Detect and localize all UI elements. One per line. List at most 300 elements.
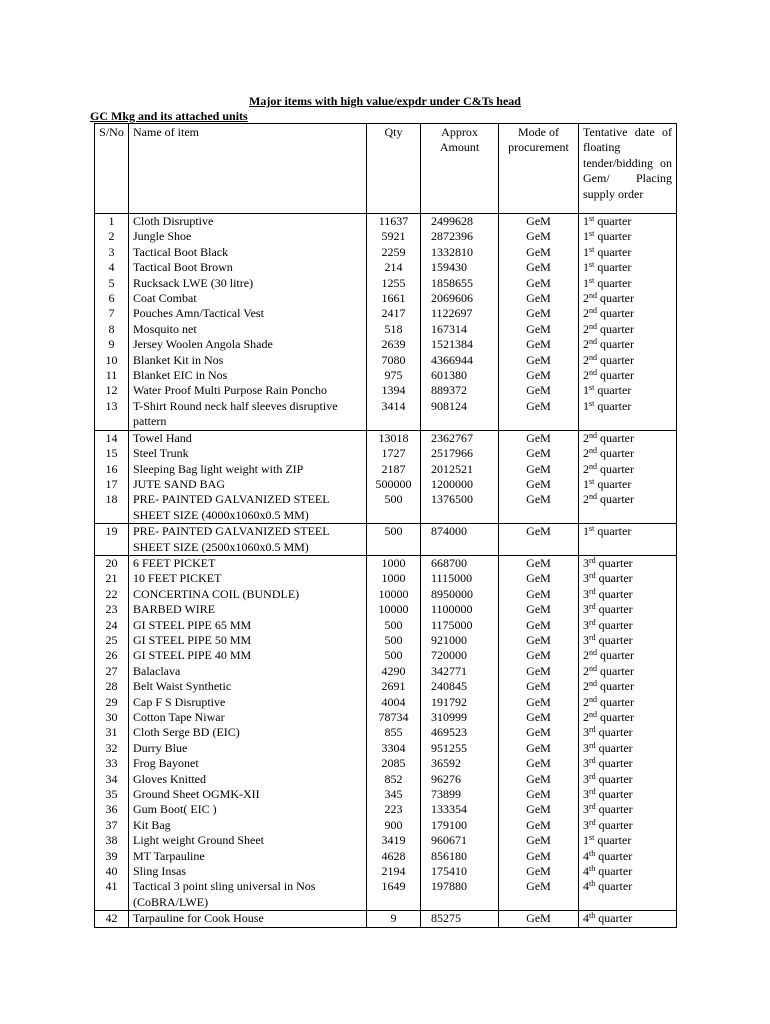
quarter-ordinal: st [589,229,595,239]
table-row [95,833,677,848]
row-sn: 26 [95,648,129,663]
row-sn: 13 [95,399,129,430]
row-qty: 1649 [367,879,421,910]
row-sn: 20 [95,555,129,571]
row-tentative-quarter [579,571,677,586]
row-mode: GeM [499,446,579,461]
table-row [95,524,677,556]
row-mode: GeM [499,772,579,787]
row-mode: GeM [499,477,579,492]
quarter-ordinal: nd [589,430,597,440]
row-qty: 2259 [367,245,421,260]
row-qty: 500 [367,492,421,523]
quarter-number: 1 [583,398,589,413]
quarter-ordinal: nd [589,694,597,704]
row-mode: GeM [499,787,579,802]
row-tentative-quarter [579,260,677,275]
row-qty: 3419 [367,833,421,848]
row-sn: 18 [95,492,129,523]
row-mode: GeM [499,276,579,291]
quarter-ordinal: rd [589,586,596,596]
row-tentative-quarter [579,229,677,244]
quarter-ordinal: st [589,383,595,393]
row-qty: 9 [367,911,421,927]
quarter-ordinal: rd [589,725,596,735]
table-row [95,291,677,306]
header-name: Name of item [129,124,367,214]
table-row [95,430,677,446]
row-sn: 22 [95,587,129,602]
quarter-number: 2 [583,337,589,352]
quarter-word: quarter [597,291,634,306]
quarter-number: 3 [583,740,589,755]
row-qty: 500 [367,524,421,556]
row-item-name: MT Tarpauline [129,849,367,864]
quarter-word: quarter [595,771,633,786]
row-amount: 36592 [421,756,499,771]
table-row [95,322,677,337]
quarter-number: 2 [583,368,589,383]
row-qty: 2639 [367,337,421,352]
quarter-number: 3 [583,756,589,771]
row-item-name: Cotton Tape Niwar [129,710,367,725]
row-mode: GeM [499,492,579,523]
row-amount: 1858655 [421,276,499,291]
quarter-ordinal: nd [589,291,597,301]
row-qty: 4290 [367,664,421,679]
row-qty: 1000 [367,571,421,586]
row-item-name: Gum Boot( EIC ) [129,802,367,817]
table-row [95,245,677,260]
document-subtitle: GC Mkg and its attached units [90,109,248,123]
row-qty: 345 [367,787,421,802]
row-sn: 40 [95,864,129,879]
quarter-word: quarter [595,756,633,771]
quarter-word: quarter [594,524,632,539]
quarter-word: quarter [594,229,632,244]
row-amount: 85275 [421,911,499,927]
quarter-number: 2 [583,710,589,724]
row-item-name: PRE- PAINTED GALVANIZED STEEL SHEET SIZE (4000x1060x0.5 MM) [129,492,367,523]
row-item-name: Light weight Ground Sheet [129,833,367,848]
row-tentative-quarter [579,587,677,602]
row-qty: 500 [367,618,421,633]
quarter-ordinal: rd [589,740,596,750]
row-tentative-quarter [579,399,677,430]
row-qty: 10000 [367,587,421,602]
quarter-word: quarter [595,864,633,879]
quarter-ordinal: rd [589,571,596,581]
quarter-number: 3 [583,802,589,817]
row-mode: GeM [499,725,579,740]
row-tentative-quarter [579,353,677,368]
row-tentative-quarter [579,633,677,648]
row-mode: GeM [499,322,579,337]
row-amount: 921000 [421,633,499,648]
row-qty: 855 [367,725,421,740]
quarter-word: quarter [595,725,633,740]
quarter-number: 2 [583,694,589,709]
row-mode: GeM [499,741,579,756]
row-qty: 500 [367,633,421,648]
table-row [95,725,677,740]
row-tentative-quarter [579,322,677,337]
row-item-name: Cloth Disruptive [129,214,367,230]
row-tentative-quarter [579,602,677,617]
row-mode: GeM [499,911,579,927]
row-qty: 1727 [367,446,421,461]
row-amount: 2069606 [421,291,499,306]
quarter-number: 3 [583,787,589,802]
row-sn: 6 [95,291,129,306]
row-item-name: Sleeping Bag light weight with ZIP [129,462,367,477]
row-qty: 1255 [367,276,421,291]
quarter-word: quarter [594,833,632,848]
row-mode: GeM [499,879,579,910]
quarter-word: quarter [595,586,633,601]
row-qty: 2085 [367,756,421,771]
table-row [95,756,677,771]
row-amount: 2872396 [421,229,499,244]
row-qty: 1394 [367,383,421,398]
row-mode: GeM [499,710,579,725]
row-mode: GeM [499,648,579,663]
quarter-number: 1 [583,229,589,244]
quarter-ordinal: nd [589,663,597,673]
row-amount: 668700 [421,555,499,571]
row-amount: 2362767 [421,430,499,446]
table-row [95,679,677,694]
row-tentative-quarter [579,818,677,833]
quarter-word: quarter [597,461,634,476]
row-tentative-quarter [579,368,677,383]
row-mode: GeM [499,633,579,648]
row-item-name: Tarpauline for Cook House [129,911,367,927]
row-sn: 8 [95,322,129,337]
quarter-number: 3 [583,771,589,786]
quarter-number: 1 [583,833,589,848]
quarter-word: quarter [595,571,633,586]
quarter-number: 2 [583,446,589,461]
quarter-word: quarter [597,710,634,724]
table-row [95,695,677,710]
row-mode: GeM [499,602,579,617]
row-sn: 21 [95,571,129,586]
row-tentative-quarter [579,741,677,756]
table-row [95,849,677,864]
table-row [95,911,677,927]
row-sn: 16 [95,462,129,477]
quarter-number: 1 [583,260,589,275]
quarter-number: 1 [583,244,589,259]
row-mode: GeM [499,337,579,352]
table-row [95,818,677,833]
quarter-word: quarter [594,383,632,398]
quarter-word: quarter [597,679,634,694]
row-sn: 2 [95,229,129,244]
quarter-ordinal: th [589,879,596,889]
row-item-name: Blanket EIC in Nos [129,368,367,383]
row-sn: 7 [95,306,129,321]
quarter-word: quarter [597,430,634,445]
table-row [95,602,677,617]
row-sn: 38 [95,833,129,848]
table-row [95,664,677,679]
row-tentative-quarter [579,756,677,771]
row-item-name: Mosquito net [129,322,367,337]
row-tentative-quarter [579,664,677,679]
quarter-word: quarter [597,694,634,709]
table-row [95,477,677,492]
row-qty: 2691 [367,679,421,694]
table-row [95,802,677,817]
row-qty: 2194 [367,864,421,879]
quarter-number: 2 [583,291,589,306]
quarter-word: quarter [595,911,633,926]
table-row [95,741,677,756]
row-mode: GeM [499,383,579,398]
row-item-name: Belt Waist Synthetic [129,679,367,694]
row-item-name: GI STEEL PIPE 65 MM [129,618,367,633]
quarter-word: quarter [594,476,632,491]
row-tentative-quarter [579,524,677,556]
row-item-name: PRE- PAINTED GALVANIZED STEEL SHEET SIZE (2500x1060x0.5 MM) [129,524,367,556]
row-tentative-quarter [579,648,677,663]
header-mode: Mode of procurement [499,124,579,214]
row-qty: 5921 [367,229,421,244]
quarter-number: 4 [583,879,589,894]
row-amount: 240845 [421,679,499,694]
quarter-number: 2 [583,492,589,507]
row-amount: 179100 [421,818,499,833]
document-title: Major items with high value/expdr under C&Ts head [249,94,521,108]
row-mode: GeM [499,818,579,833]
row-amount: 889372 [421,383,499,398]
row-tentative-quarter [579,725,677,740]
quarter-number: 1 [583,476,589,491]
row-item-name: Jungle Shoe [129,229,367,244]
table-row [95,787,677,802]
row-amount: 1122697 [421,306,499,321]
table-row [95,555,677,571]
row-amount: 1376500 [421,492,499,523]
row-sn: 11 [95,368,129,383]
row-qty: 3304 [367,741,421,756]
row-tentative-quarter [579,849,677,864]
row-qty: 852 [367,772,421,787]
row-sn: 37 [95,818,129,833]
quarter-ordinal: rd [589,802,596,812]
row-mode: GeM [499,430,579,446]
row-qty: 223 [367,802,421,817]
row-mode: GeM [499,214,579,230]
row-item-name: Gloves Knitted [129,772,367,787]
header-amount: Approx Amount [421,124,499,214]
quarter-ordinal: rd [589,817,596,827]
row-qty: 500000 [367,477,421,492]
row-tentative-quarter [579,864,677,879]
row-mode: GeM [499,555,579,571]
row-mode: GeM [499,664,579,679]
row-sn: 32 [95,741,129,756]
row-mode: GeM [499,462,579,477]
table-row [95,462,677,477]
table-row [95,648,677,663]
quarter-ordinal: nd [589,352,597,362]
row-amount: 856180 [421,849,499,864]
row-sn: 12 [95,383,129,398]
row-qty: 500 [367,648,421,663]
row-amount: 1200000 [421,477,499,492]
row-item-name: Durry Blue [129,741,367,756]
row-tentative-quarter [579,383,677,398]
row-item-name: Ground Sheet OGMK-XII [129,787,367,802]
row-item-name: Tactical Boot Black [129,245,367,260]
quarter-word: quarter [597,352,634,367]
quarter-ordinal: st [589,275,595,285]
row-item-name: Pouches Amn/Tactical Vest [129,306,367,321]
table-row [95,383,677,398]
quarter-number: 2 [583,430,589,445]
row-item-name: Cloth Serge BD (EIC) [129,725,367,740]
row-mode: GeM [499,833,579,848]
quarter-word: quarter [595,632,633,647]
quarter-ordinal: rd [589,771,596,781]
quarter-ordinal: th [589,864,596,874]
quarter-word: quarter [595,740,633,755]
quarter-ordinal: th [589,911,596,921]
row-sn: 1 [95,214,129,230]
quarter-ordinal: nd [589,492,597,502]
row-item-name: Balaclava [129,664,367,679]
row-sn: 19 [95,524,129,556]
quarter-number: 3 [583,725,589,740]
quarter-word: quarter [595,802,633,817]
row-mode: GeM [499,587,579,602]
row-amount: 8950000 [421,587,499,602]
quarter-ordinal: st [589,244,595,254]
quarter-number: 3 [583,602,589,617]
row-qty: 2187 [367,462,421,477]
row-sn: 17 [95,477,129,492]
row-item-name: Frog Bayonet [129,756,367,771]
row-tentative-quarter [579,772,677,787]
row-amount: 73899 [421,787,499,802]
row-sn: 15 [95,446,129,461]
row-mode: GeM [499,802,579,817]
row-amount: 1521384 [421,337,499,352]
quarter-ordinal: th [589,848,596,858]
row-qty: 11637 [367,214,421,230]
quarter-word: quarter [595,617,633,632]
quarter-ordinal: st [589,398,595,408]
quarter-number: 2 [583,663,589,678]
row-tentative-quarter [579,430,677,446]
table-body [95,214,677,928]
row-mode: GeM [499,695,579,710]
row-qty: 214 [367,260,421,275]
row-tentative-quarter [579,555,677,571]
quarter-word: quarter [595,817,633,832]
quarter-number: 3 [583,817,589,832]
row-amount: 310999 [421,710,499,725]
quarter-number: 2 [583,306,589,321]
row-amount: 342771 [421,664,499,679]
row-amount: 1175000 [421,618,499,633]
row-amount: 960671 [421,833,499,848]
row-tentative-quarter [579,787,677,802]
row-sn: 34 [95,772,129,787]
row-mode: GeM [499,571,579,586]
row-tentative-quarter [579,245,677,260]
row-amount: 4366944 [421,353,499,368]
row-amount: 2012521 [421,462,499,477]
row-mode: GeM [499,306,579,321]
quarter-word: quarter [597,368,634,383]
table-row [95,276,677,291]
quarter-number: 2 [583,352,589,367]
table-row [95,306,677,321]
quarter-word: quarter [594,275,632,290]
row-mode: GeM [499,229,579,244]
table-row [95,337,677,352]
table-header-row [95,124,677,214]
quarter-word: quarter [597,446,634,461]
row-amount: 167314 [421,322,499,337]
row-tentative-quarter [579,306,677,321]
table-row [95,571,677,586]
table-row [95,864,677,879]
row-item-name: BARBED WIRE [129,602,367,617]
row-item-name: CONCERTINA COIL (BUNDLE) [129,587,367,602]
row-amount: 133354 [421,802,499,817]
row-item-name: Blanket Kit in Nos [129,353,367,368]
table-row [95,879,677,910]
row-tentative-quarter [579,462,677,477]
table-row [95,772,677,787]
table-row [95,446,677,461]
quarter-ordinal: nd [589,306,597,316]
row-qty: 4628 [367,849,421,864]
quarter-ordinal: st [589,214,595,223]
row-item-name: 10 FEET PICKET [129,571,367,586]
quarter-word: quarter [597,306,634,321]
row-tentative-quarter [579,337,677,352]
table-row [95,229,677,244]
row-mode: GeM [499,849,579,864]
quarter-number: 1 [583,275,589,290]
quarter-number: 3 [583,586,589,601]
row-amount: 1115000 [421,571,499,586]
quarter-number: 3 [583,632,589,647]
row-sn: 14 [95,430,129,446]
quarter-number: 1 [583,524,589,539]
row-item-name: Jersey Woolen Angola Shade [129,337,367,352]
table-row [95,353,677,368]
row-tentative-quarter [579,879,677,910]
quarter-word: quarter [595,602,633,617]
quarter-word: quarter [597,663,634,678]
row-mode: GeM [499,756,579,771]
table-row [95,587,677,602]
row-sn: 39 [95,849,129,864]
header-sn: S/No [95,124,129,214]
row-item-name: Rucksack LWE (30 litre) [129,276,367,291]
quarter-number: 4 [583,911,589,926]
quarter-ordinal: rd [589,756,596,766]
row-tentative-quarter [579,833,677,848]
row-item-name: GI STEEL PIPE 40 MM [129,648,367,663]
